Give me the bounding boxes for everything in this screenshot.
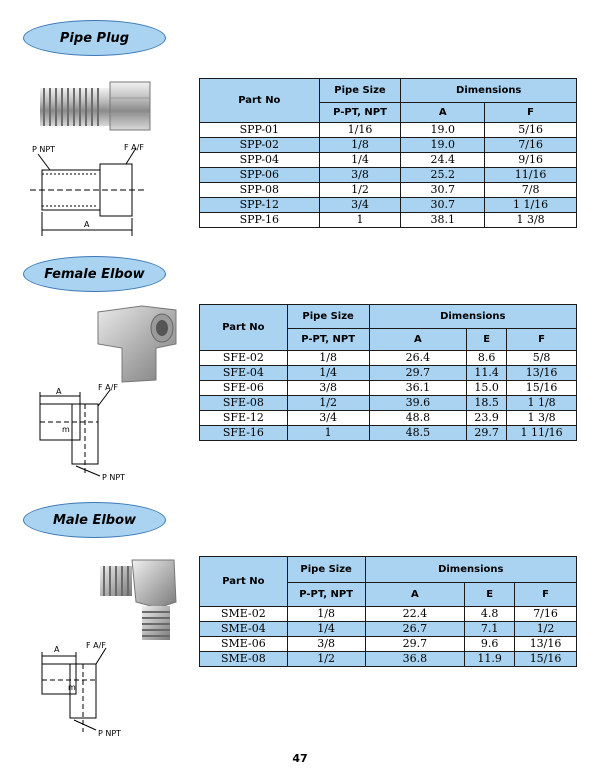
header-pipe-size-sub: P-PT, NPT (287, 329, 369, 351)
cell-dim: 11.4 (467, 366, 507, 381)
cell-part-no: SPP-06 (200, 168, 320, 183)
cell-dim: 29.7 (365, 637, 465, 652)
header-pipe-size: Pipe Size (287, 305, 369, 329)
header-part-no: Part No (200, 305, 288, 351)
cell-pipe-size: 1 (287, 426, 369, 441)
cell-part-no: SPP-12 (200, 198, 320, 213)
male-elbow-drawing (24, 640, 140, 740)
table-row (200, 351, 577, 366)
header-dimensions: Dimensions (401, 79, 577, 103)
male-elbow-photo (96, 556, 182, 644)
female-elbow-table (199, 304, 577, 441)
cell-dim: 29.7 (369, 366, 467, 381)
cell-dim: 4.8 (465, 607, 515, 622)
cell-dim: 19.0 (401, 123, 485, 138)
cell-dim: 7.1 (465, 622, 515, 637)
label-faf: F A/F (124, 143, 144, 152)
cell-part-no: SFE-02 (200, 351, 288, 366)
table-row (200, 213, 577, 228)
header-dim-e: E (467, 329, 507, 351)
cell-dim: 1 3/8 (485, 213, 577, 228)
section-title-text: Pipe Plug (59, 30, 130, 46)
cell-dim: 8.6 (467, 351, 507, 366)
cell-dim: 36.8 (365, 652, 465, 667)
label-m: m (62, 425, 70, 434)
table-row (200, 637, 577, 652)
header-pipe-size-sub: P-PT, NPT (287, 583, 365, 607)
header-dimensions: Dimensions (365, 557, 576, 583)
cell-dim: 15/16 (507, 381, 577, 396)
label-a: A (54, 645, 60, 654)
cell-pipe-size: 1/8 (287, 607, 365, 622)
cell-dim: 5/8 (507, 351, 577, 366)
section-title-male-elbow (23, 502, 166, 538)
female-elbow-photo (96, 304, 188, 384)
table-row (200, 366, 577, 381)
label-faf: F A/F (86, 641, 106, 650)
table-row (200, 168, 577, 183)
cell-dim: 1 1/8 (507, 396, 577, 411)
cell-dim: 30.7 (401, 198, 485, 213)
header-pipe-size-sub: P-PT, NPT (319, 103, 401, 123)
label-faf: F A/F (98, 384, 118, 392)
cell-dim: 15/16 (515, 652, 577, 667)
cell-dim: 26.4 (369, 351, 467, 366)
section-title-text: Female Elbow (44, 266, 145, 282)
cell-part-no: SPP-08 (200, 183, 320, 198)
label-pnpt: P NPT (102, 473, 126, 482)
cell-dim: 1 11/16 (507, 426, 577, 441)
cell-dim: 48.5 (369, 426, 467, 441)
cell-dim: 22.4 (365, 607, 465, 622)
cell-pipe-size: 1/2 (319, 183, 401, 198)
table-row (200, 153, 577, 168)
label-pnpt: P NPT (32, 145, 56, 154)
cell-dim: 5/16 (485, 123, 577, 138)
header-dim-a: A (401, 103, 485, 123)
cell-part-no: SFE-12 (200, 411, 288, 426)
page-number: 47 (292, 752, 308, 765)
table-row (200, 183, 577, 198)
header-pipe-size: Pipe Size (287, 557, 365, 583)
cell-dim: 25.2 (401, 168, 485, 183)
cell-part-no: SFE-06 (200, 381, 288, 396)
table-row (200, 426, 577, 441)
male-elbow-table (199, 556, 577, 667)
header-dim-a: A (369, 329, 467, 351)
female-elbow-drawing (22, 384, 142, 484)
cell-part-no: SPP-02 (200, 138, 320, 153)
cell-dim: 36.1 (369, 381, 467, 396)
label-m: m (68, 683, 76, 692)
cell-dim: 15.0 (467, 381, 507, 396)
cell-dim: 11/16 (485, 168, 577, 183)
cell-dim: 23.9 (467, 411, 507, 426)
table-row (200, 411, 577, 426)
cell-part-no: SME-08 (200, 652, 288, 667)
cell-dim: 39.6 (369, 396, 467, 411)
table-row (200, 123, 577, 138)
header-part-no: Part No (200, 79, 320, 123)
table-row (200, 396, 577, 411)
cell-dim: 13/16 (507, 366, 577, 381)
cell-pipe-size: 3/4 (319, 198, 401, 213)
table-row (200, 198, 577, 213)
cell-dim: 1 1/16 (485, 198, 577, 213)
cell-pipe-size: 3/8 (287, 637, 365, 652)
cell-dim: 1 3/8 (507, 411, 577, 426)
cell-pipe-size: 3/8 (287, 381, 369, 396)
label-a: A (84, 220, 90, 229)
cell-pipe-size: 1/4 (287, 366, 369, 381)
cell-part-no: SPP-16 (200, 213, 320, 228)
cell-part-no: SFE-04 (200, 366, 288, 381)
table-row (200, 381, 577, 396)
header-dimensions: Dimensions (369, 305, 576, 329)
cell-part-no: SME-06 (200, 637, 288, 652)
cell-pipe-size: 1/8 (319, 138, 401, 153)
cell-pipe-size: 3/4 (287, 411, 369, 426)
cell-pipe-size: 1/8 (287, 351, 369, 366)
cell-pipe-size: 1/2 (287, 396, 369, 411)
cell-part-no: SPP-01 (200, 123, 320, 138)
cell-dim: 19.0 (401, 138, 485, 153)
header-dim-e: E (465, 583, 515, 607)
header-dim-f: F (515, 583, 577, 607)
header-dim-f: F (507, 329, 577, 351)
pipe-plug-drawing (28, 142, 158, 238)
label-a: A (56, 387, 62, 396)
label-pnpt: P NPT (98, 729, 122, 738)
section-title-female-elbow (23, 256, 166, 292)
pipe-plug-table (199, 78, 577, 228)
cell-part-no: SFE-08 (200, 396, 288, 411)
cell-dim: 1/2 (515, 622, 577, 637)
cell-dim: 9/16 (485, 153, 577, 168)
header-dim-a: A (365, 583, 465, 607)
cell-dim: 38.1 (401, 213, 485, 228)
cell-pipe-size: 1/16 (319, 123, 401, 138)
cell-dim: 13/16 (515, 637, 577, 652)
cell-pipe-size: 1/4 (319, 153, 401, 168)
cell-pipe-size: 3/8 (319, 168, 401, 183)
table-row (200, 138, 577, 153)
section-title-text: Male Elbow (52, 512, 137, 528)
cell-pipe-size: 1/2 (287, 652, 365, 667)
cell-part-no: SME-02 (200, 607, 288, 622)
cell-dim: 11.9 (465, 652, 515, 667)
table-row (200, 607, 577, 622)
header-dim-f: F (485, 103, 577, 123)
cell-dim: 48.8 (369, 411, 467, 426)
cell-dim: 26.7 (365, 622, 465, 637)
header-pipe-size: Pipe Size (319, 79, 401, 103)
cell-dim: 24.4 (401, 153, 485, 168)
cell-dim: 29.7 (467, 426, 507, 441)
cell-dim: 9.6 (465, 637, 515, 652)
cell-pipe-size: 1/4 (287, 622, 365, 637)
cell-part-no: SME-04 (200, 622, 288, 637)
pipe-plug-photo (36, 80, 156, 132)
cell-dim: 7/8 (485, 183, 577, 198)
section-title-pipe-plug (23, 20, 166, 56)
cell-dim: 7/16 (485, 138, 577, 153)
cell-dim: 7/16 (515, 607, 577, 622)
cell-part-no: SFE-16 (200, 426, 288, 441)
cell-part-no: SPP-04 (200, 153, 320, 168)
header-part-no: Part No (200, 557, 288, 607)
table-row (200, 652, 577, 667)
cell-dim: 30.7 (401, 183, 485, 198)
cell-pipe-size: 1 (319, 213, 401, 228)
table-row (200, 622, 577, 637)
cell-dim: 18.5 (467, 396, 507, 411)
